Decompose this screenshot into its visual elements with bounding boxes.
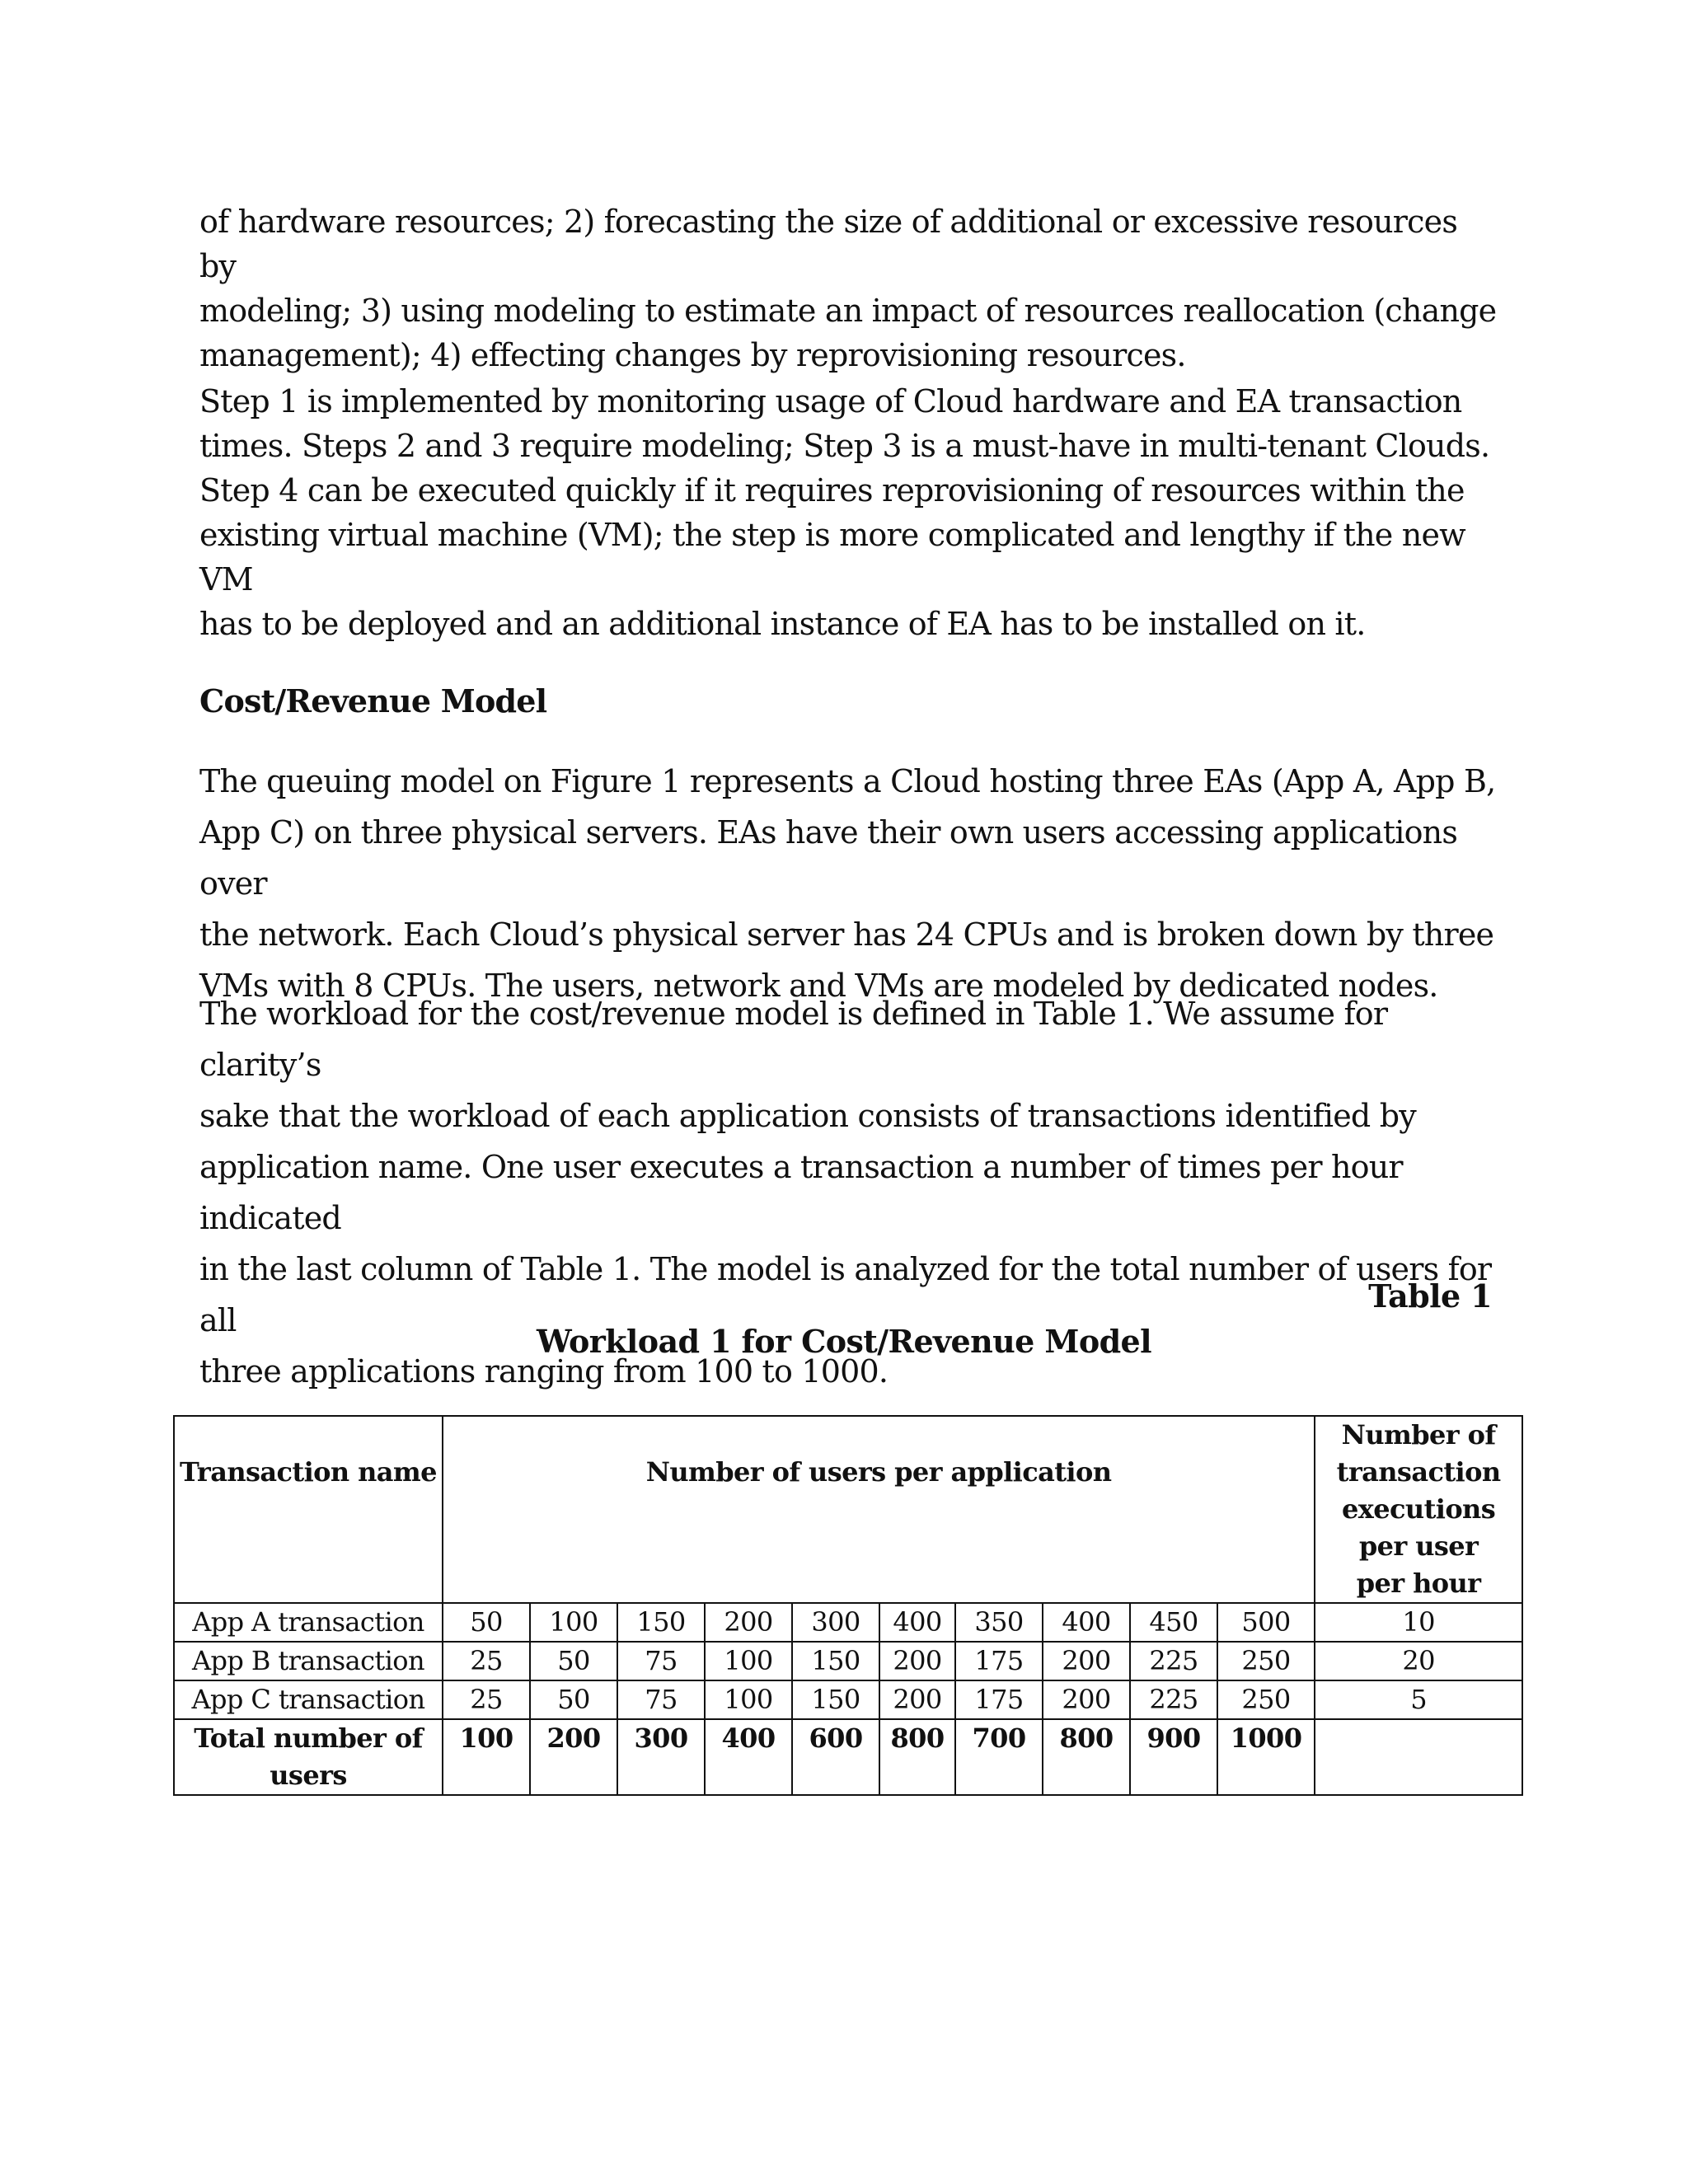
table-cell: 75 <box>617 1642 705 1680</box>
table-cell: 200 <box>1043 1642 1130 1680</box>
table-cell: 50 <box>443 1603 530 1642</box>
table-cell: 100 <box>530 1603 617 1642</box>
table-cell-executions: 5 <box>1315 1680 1522 1719</box>
table-cell: 175 <box>955 1680 1043 1719</box>
table-cell: 400 <box>705 1719 792 1795</box>
text-line: times. Steps 2 and 3 require modeling; Step 3 is a must-have in multi-tenant Clouds. <box>199 428 1490 464</box>
text-line: sake that the workload of each application consists of transactions identified by <box>199 1098 1416 1134</box>
table-cell-executions <box>1315 1719 1522 1795</box>
table-cell: 600 <box>792 1719 879 1795</box>
table-cell: 250 <box>1217 1642 1315 1680</box>
table-cell: 400 <box>879 1603 955 1642</box>
workload-table <box>173 1415 1523 1796</box>
table-cell: 25 <box>443 1680 530 1719</box>
header-executions-per-hour <box>1315 1416 1522 1603</box>
table-cell: 150 <box>792 1642 879 1680</box>
text-line: Step 4 can be executed quickly if it requires reprovisioning of resources within the <box>199 472 1465 509</box>
table-cell: 800 <box>879 1719 955 1795</box>
table-cell: 225 <box>1130 1680 1217 1719</box>
text-line: application name. One user executes a transaction a number of times per hour indicated <box>199 1149 1403 1236</box>
text-line: the network. Each Cloud’s physical server has 24 CPUs and is broken down by three <box>199 916 1494 953</box>
row-name: App B transaction <box>174 1642 443 1680</box>
table-label: Table 1 <box>1368 1277 1492 1315</box>
table-cell: 100 <box>705 1680 792 1719</box>
table-cell: 50 <box>530 1680 617 1719</box>
table-row <box>174 1680 1522 1719</box>
text-line: management); 4) effecting changes by reprovisioning resources. <box>199 337 1186 373</box>
header-users-per-application: Number of users per application <box>443 1416 1315 1603</box>
table-cell: 175 <box>955 1642 1043 1680</box>
table-cell: 75 <box>617 1680 705 1719</box>
table-cell: 700 <box>955 1719 1043 1795</box>
header-line: executions <box>1342 1493 1496 1525</box>
paragraph-resource-steps <box>199 199 1502 377</box>
table-cell: 50 <box>530 1642 617 1680</box>
table-cell: 450 <box>1130 1603 1217 1642</box>
row-name: App C transaction <box>174 1680 443 1719</box>
table-cell: 900 <box>1130 1719 1217 1795</box>
text-line: The workload for the cost/revenue model is defined in Table 1. We assume for clarity’s <box>199 996 1388 1083</box>
paragraph-queuing-model <box>199 756 1502 1011</box>
total-label-line: users <box>270 1760 347 1791</box>
table-cell: 225 <box>1130 1642 1217 1680</box>
text-line: existing virtual machine (VM); the step is more complicated and lengthy if the new VM <box>199 517 1465 598</box>
table-cell: 800 <box>1043 1719 1130 1795</box>
section-heading: Cost/Revenue Model <box>199 682 547 719</box>
row-name: App A transaction <box>174 1603 443 1642</box>
text-line: App C) on three physical servers. EAs have their own users accessing applications over <box>199 814 1458 902</box>
table-row <box>174 1642 1522 1680</box>
total-row-name <box>174 1719 443 1795</box>
text-line: has to be deployed and an additional instance of EA has to be installed on it. <box>199 606 1366 642</box>
table-cell: 1000 <box>1217 1719 1315 1795</box>
header-line: transaction <box>1336 1456 1501 1488</box>
text-line: VMs with 8 CPUs. The users, network and VMs are modeled by dedicated nodes. <box>199 968 1438 1004</box>
table-cell: 100 <box>705 1642 792 1680</box>
table-cell-executions: 10 <box>1315 1603 1522 1642</box>
table-cell: 200 <box>879 1642 955 1680</box>
table-header-row <box>174 1416 1522 1603</box>
text-line: in the last column of Table 1. The model is analyzed for the total number of users for all <box>199 1251 1492 1338</box>
table-cell: 200 <box>705 1603 792 1642</box>
table-cell: 350 <box>955 1603 1043 1642</box>
table-total-row <box>174 1719 1522 1795</box>
total-label-line: Total number of <box>194 1722 423 1754</box>
table-cell: 100 <box>443 1719 530 1795</box>
text-line: The queuing model on Figure 1 represents a Cloud hosting three EAs (App A, App B, <box>199 763 1496 799</box>
header-transaction-name: Transaction name <box>174 1416 443 1603</box>
table-cell: 150 <box>792 1680 879 1719</box>
text-line: modeling; 3) using modeling to estimate an impact of resources reallocation (change <box>199 293 1497 329</box>
table-cell-executions: 20 <box>1315 1642 1522 1680</box>
text-line: three applications ranging from 100 to 1000. <box>199 1353 889 1390</box>
table-cell: 300 <box>792 1603 879 1642</box>
table-cell: 150 <box>617 1603 705 1642</box>
table-title: Workload 1 for Cost/Revenue Model <box>537 1323 1151 1360</box>
paragraph-step-implementation <box>199 379 1502 646</box>
table-cell: 400 <box>1043 1603 1130 1642</box>
header-line: Number of <box>1341 1419 1496 1451</box>
table-cell: 300 <box>617 1719 705 1795</box>
text-line: Step 1 is implemented by monitoring usage of Cloud hardware and EA transaction <box>199 383 1462 419</box>
text-line: of hardware resources; 2) forecasting the size of additional or excessive resources by <box>199 204 1458 284</box>
table-row <box>174 1603 1522 1642</box>
table-cell: 200 <box>530 1719 617 1795</box>
table-cell: 200 <box>1043 1680 1130 1719</box>
table-cell: 500 <box>1217 1603 1315 1642</box>
table-cell: 250 <box>1217 1680 1315 1719</box>
table-cell: 25 <box>443 1642 530 1680</box>
header-line: per user <box>1358 1530 1479 1562</box>
header-line: per hour <box>1356 1568 1481 1599</box>
table-cell: 200 <box>879 1680 955 1719</box>
